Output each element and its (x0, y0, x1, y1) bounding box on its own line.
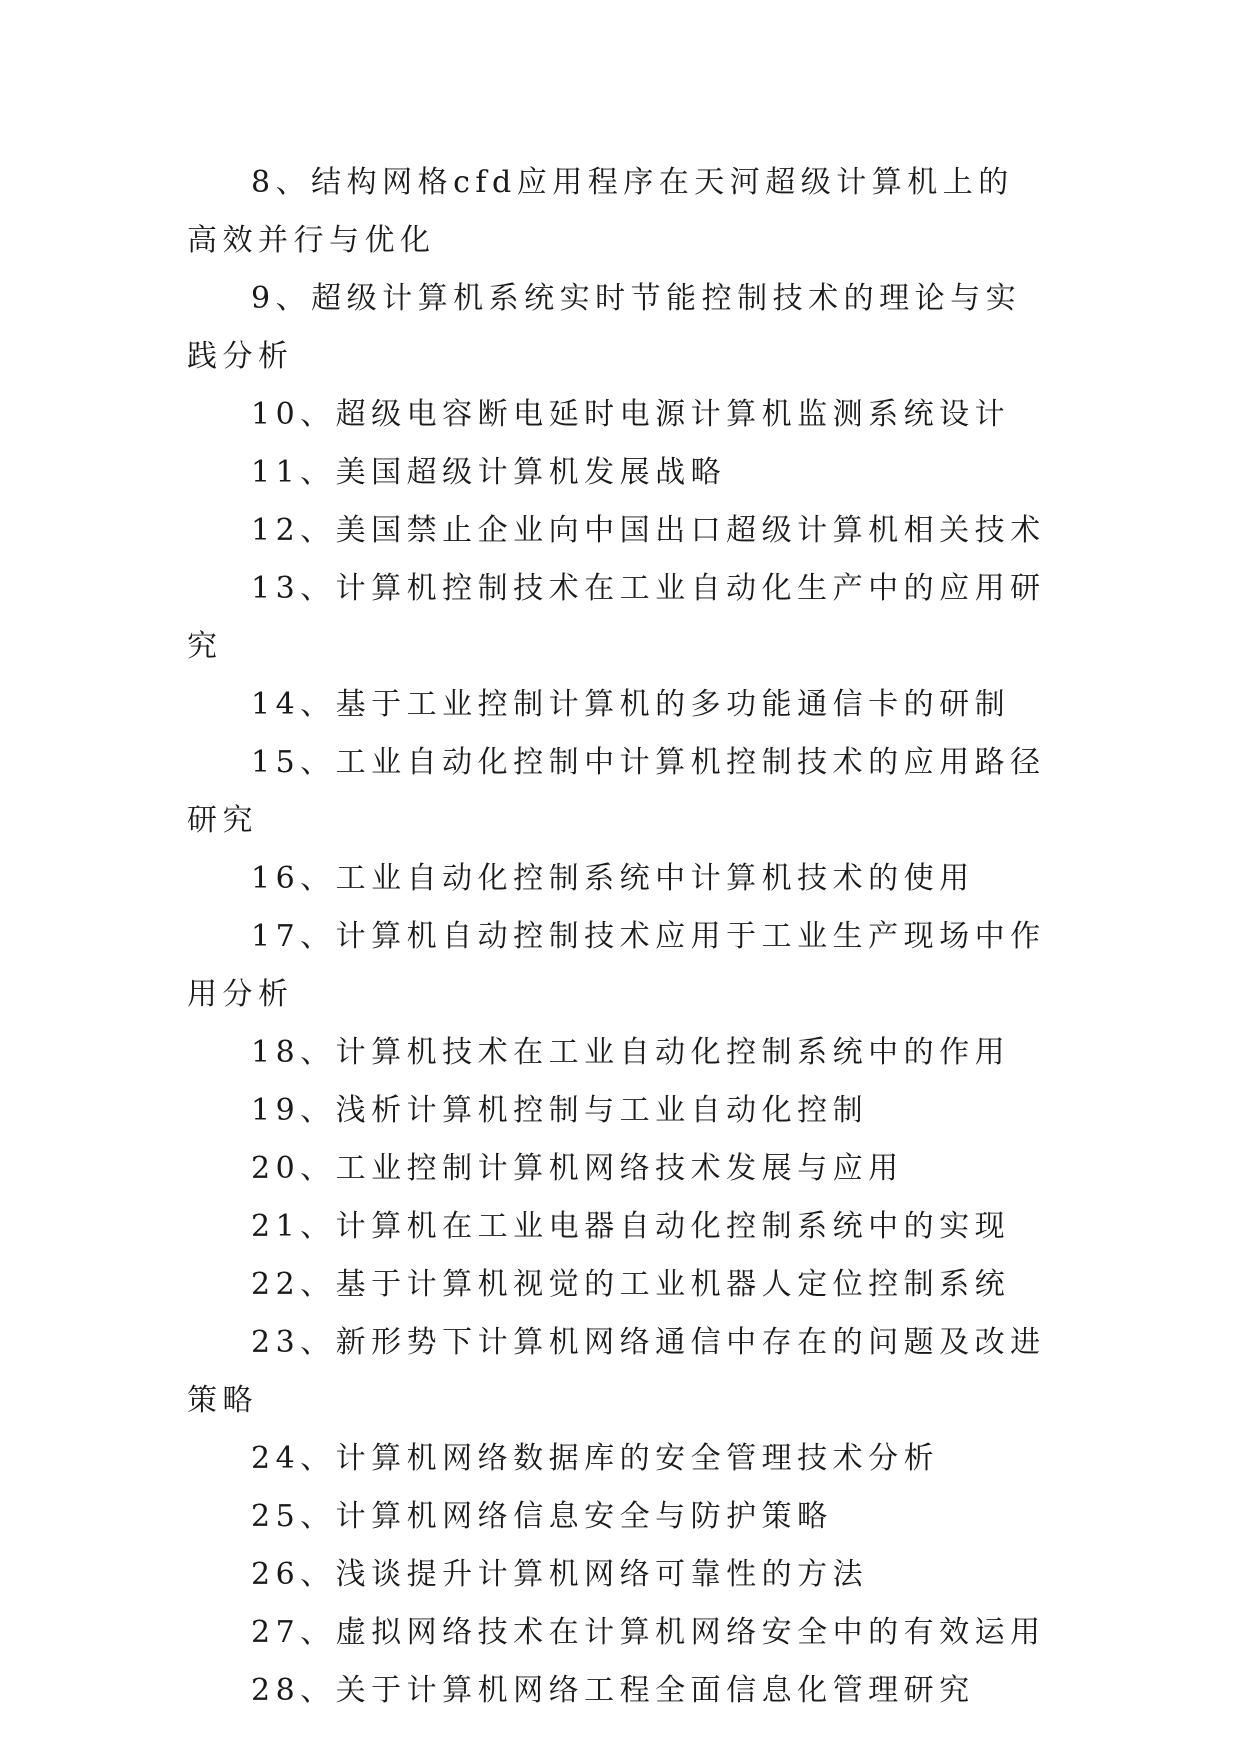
list-item: 13、计算机控制技术在工业自动化生产中的应用研究 (187, 571, 1046, 664)
list-item: 16、工业自动化控制系统中计算机技术的使用 (251, 861, 975, 896)
list-item: 28、关于计算机网络工程全面信息化管理研究 (251, 1673, 975, 1708)
list-item: 23、新形势下计算机网络通信中存在的问题及改进策略 (187, 1325, 1046, 1418)
title-list (187, 154, 1049, 1720)
list-item: 10、超级电容断电延时电源计算机监测系统设计 (251, 397, 1011, 432)
list-item: 26、浅谈提升计算机网络可靠性的方法 (251, 1557, 869, 1592)
list-item: 22、基于计算机视觉的工业机器人定位控制系统 (251, 1267, 1011, 1302)
list-item: 9、超级计算机系统实时节能控制技术的理论与实践分析 (187, 281, 1022, 374)
list-item: 27、虚拟网络技术在计算机网络安全中的有效运用 (251, 1615, 1046, 1650)
list-item: 15、工业自动化控制中计算机控制技术的应用路径研究 (187, 745, 1046, 838)
list-item: 18、计算机技术在工业自动化控制系统中的作用 (251, 1035, 1011, 1070)
list-item: 12、美国禁止企业向中国出口超级计算机相关技术 (251, 513, 1046, 548)
list-item: 21、计算机在工业电器自动化控制系统中的实现 (251, 1209, 1011, 1244)
list-item: 8、结构网格cfd应用程序在天河超级计算机上的高效并行与优化 (187, 165, 1014, 258)
list-item: 11、美国超级计算机发展战略 (251, 455, 727, 490)
list-item: 14、基于工业控制计算机的多功能通信卡的研制 (251, 687, 1011, 722)
list-item: 17、计算机自动控制技术应用于工业生产现场中作用分析 (187, 919, 1046, 1012)
list-item: 25、计算机网络信息安全与防护策略 (251, 1499, 833, 1534)
list-item: 24、计算机网络数据库的安全管理技术分析 (251, 1441, 940, 1476)
list-item: 20、工业控制计算机网络技术发展与应用 (251, 1151, 904, 1186)
list-item: 19、浅析计算机控制与工业自动化控制 (251, 1093, 869, 1128)
